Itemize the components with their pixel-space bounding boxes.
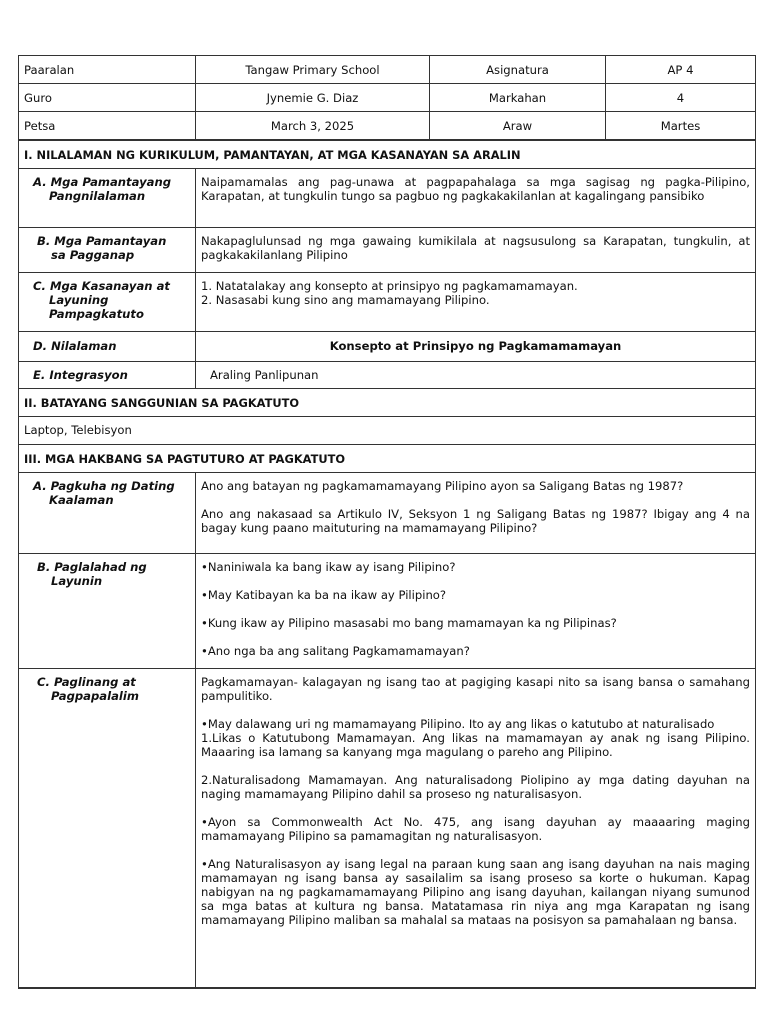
- row-dating-kaalaman: [19, 473, 756, 554]
- competency-item: 1. Natatalakay ang konsepto at prinsipyo ng pagkamamamayan.: [201, 279, 578, 293]
- content-table: [18, 140, 756, 989]
- header-table: [18, 55, 756, 140]
- discussion-paragraph: •Ayon sa Commonwealth Act No. 475, ang isang dayuhan ay maaaaring maging mamamayang Pilipino sa pamamagitan ng naturalisasyon.: [201, 815, 750, 843]
- row-text: Naipamamalas ang pag-unawa at pagpapahalaga sa mga sagisag ng pagka-Pilipino, Karapatan, at tungkulin tungo sa pagbuo ng pagkakakilanlan at kagalingang pansibiko: [196, 169, 756, 228]
- row-paglinang: [19, 669, 756, 989]
- row-label: B. Mga Pamantayan: [37, 234, 167, 248]
- row-label: A. Mga Pamantayang: [33, 175, 172, 189]
- row-label: Pangnilalaman: [49, 189, 146, 203]
- row-text: Nakapaglulunsad ng mga gawaing kumikilala at nagsusulong sa Karapatan, tungkulin, at pagkakakilanlang Pilipino: [196, 228, 756, 273]
- row-label: E. Integrasyon: [19, 362, 196, 389]
- row-kasanayan: [19, 273, 756, 332]
- section1-title: I. NILALAMAN NG KURIKULUM, PAMANTAYAN, AT MGA KASANAYAN SA ARALIN: [19, 141, 756, 169]
- row-pamantayan-pagganap: [19, 228, 756, 273]
- row-label: A. Pagkuha ng Dating: [33, 479, 175, 493]
- motive-question: •Kung ikaw ay Pilipino masasabi mo bang mamamayan ka ng Pilipinas?: [201, 616, 617, 630]
- row-nilalaman: [19, 332, 756, 362]
- subject-value: AP 4: [606, 56, 756, 84]
- integration-value: Araling Panlipunan: [196, 362, 756, 389]
- discussion-paragraph: 2.Naturalisadong Mamamayan. Ang naturalisadong Piolipino ay mga dating dayuhan na naging mamamayang Pilipino dahil sa proseso ng naturalisasyon.: [201, 773, 750, 801]
- teacher-value: Jynemie G. Diaz: [196, 84, 430, 112]
- discussion-paragraph: Pagkamamayan- kalagayan ng isang tao at pagiging kasapi nito sa isang bansa o samahang pampulitiko.: [201, 675, 750, 703]
- markahan-label: Markahan: [430, 84, 606, 112]
- row-label: C. Mga Kasanayan at: [33, 279, 170, 293]
- discussion-paragraph: 1.Likas o Katutubong Mamamayan. Ang likas na mamamayan ay anak ng isang Pilipino. Maaaring isa lamang sa kanyang mga magulang o pareho ang Pilipino.: [201, 731, 750, 759]
- review-question: Ano ang nakasaad sa Artikulo IV, Seksyon 1 ng Saligang Batas ng 1987? Ibigay ang 4 na bagay kung paano maituturing na mamamayang Pilipino?: [201, 507, 750, 535]
- discussion-paragraph: •May dalawang uri ng mamamayang Pilipino. Ito ay ang likas o katutubo at naturalisado: [201, 717, 715, 731]
- guro-label: Guro: [19, 84, 196, 112]
- row-label: Layuning: [49, 293, 109, 307]
- discussion-paragraph: •Ang Naturalisasyon ay isang legal na paraan kung saan ang isang dayuhan na nais maging mamamayan ng isang bansa ay sasailalim sa isang proseso sa korte o hukuman. Kapag nabigyan na ng pagkamamamayang Pilipino ang isang dayuhan, kailangan niyang sumunod sa mga batas at kultura ng bansa. Matatamasa rin niya ang mga Karapatan ng isang mamamayang Pilipino maliban sa mahalal sa mataas na posisyon sa pamahalaan ng bansa.: [201, 857, 750, 927]
- day-value: Martes: [606, 112, 756, 140]
- header-row: [19, 112, 756, 140]
- araw-label: Araw: [430, 112, 606, 140]
- row-label: Pagpapalalim: [51, 689, 139, 703]
- competency-item: 2. Nasasabi kung sino ang mamamayang Pilipino.: [201, 293, 490, 307]
- row-pamantayang-pangnilalaman: [19, 169, 756, 228]
- row-label: Layunin: [51, 574, 103, 588]
- motive-question: •Ano nga ba ang salitang Pagkamamamayan?: [201, 644, 470, 658]
- asignatura-label: Asignatura: [430, 56, 606, 84]
- petsa-label: Petsa: [19, 112, 196, 140]
- content-topic: Konsepto at Prinsipyo ng Pagkamamamayan: [196, 332, 756, 362]
- quarter-value: 4: [606, 84, 756, 112]
- row-paglalahad: [19, 554, 756, 669]
- review-question: Ano ang batayan ng pagkamamamayang Pilipino ayon sa Saligang Batas ng 1987?: [201, 479, 684, 493]
- school-value: Tangaw Primary School: [196, 56, 430, 84]
- row-label: Pampagkatuto: [49, 307, 144, 321]
- row-label: D. Nilalaman: [19, 332, 196, 362]
- section3-title: III. MGA HAKBANG SA PAGTUTURO AT PAGKATUTO: [19, 445, 756, 473]
- row-label: C. Paglinang at: [37, 675, 136, 689]
- row-label: B. Paglalahad ng: [37, 560, 147, 574]
- section2-title: II. BATAYANG SANGGUNIAN SA PAGKATUTO: [19, 389, 756, 417]
- lesson-plan-document: [18, 55, 755, 989]
- resources-text: Laptop, Telebisyon: [19, 417, 756, 445]
- motive-question: •May Katibayan ka ba na ikaw ay Pilipino?: [201, 588, 447, 602]
- row-integrasyon: [19, 362, 756, 389]
- paaralan-label: Paaralan: [19, 56, 196, 84]
- header-row: [19, 56, 756, 84]
- date-value: March 3, 2025: [196, 112, 430, 140]
- motive-question: •Naniniwala ka bang ikaw ay isang Pilipino?: [201, 560, 456, 574]
- row-label: Kaalaman: [49, 493, 114, 507]
- header-row: [19, 84, 756, 112]
- row-label: sa Pagganap: [51, 248, 135, 262]
